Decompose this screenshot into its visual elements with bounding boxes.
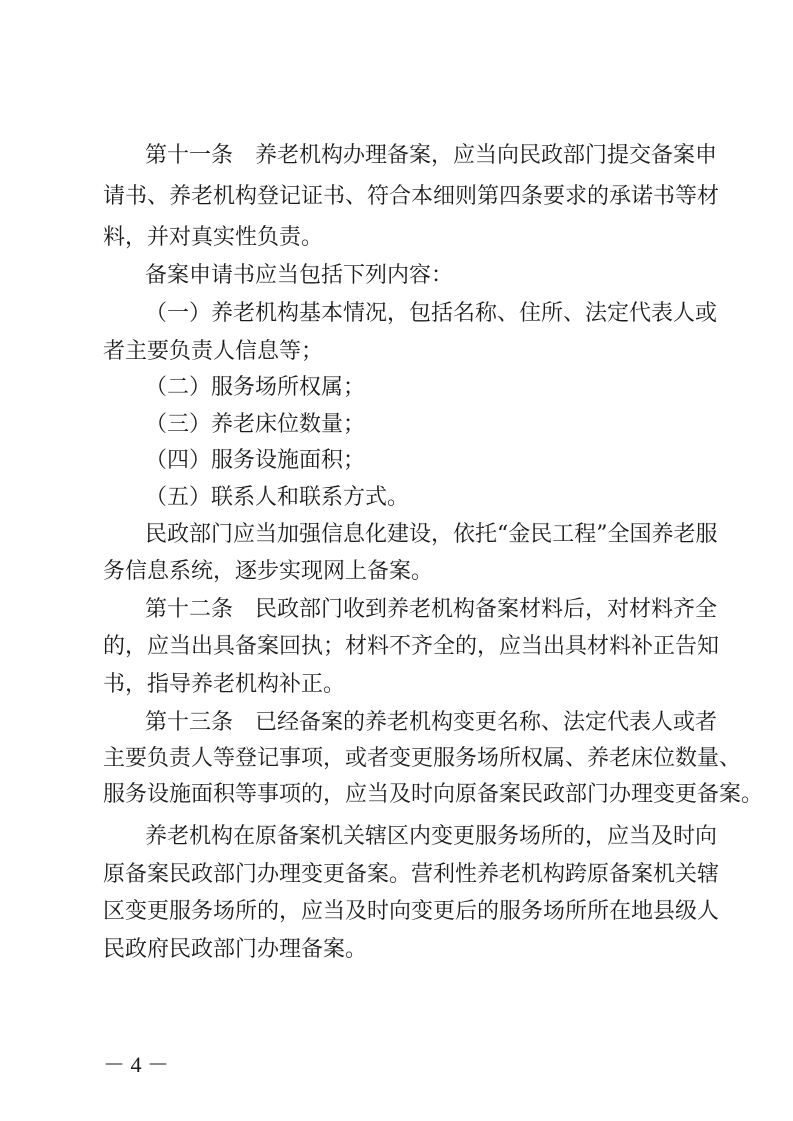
text-line-10: （五）联系人和联系方式。 <box>145 485 410 510</box>
text-line-7: （二）服务场所权属； <box>145 375 366 400</box>
text-line-11: 民政部门应当加强信息化建设，依托“金民工程”全国养老服 <box>145 522 718 547</box>
text-line-2: 请书、养老机构登记证书、符合本细则第四条要求的承诺书等材 <box>103 184 720 209</box>
page-number: － 4 － <box>103 1052 170 1077</box>
text-line-20: 原备案民政部门办理变更备案。营利性养老机构跨原备案机关辖 <box>103 862 720 887</box>
text-line-8: （三）养老床位数量； <box>145 412 366 437</box>
text-line-18: 服务设施面积等事项的，应当及时向原备案民政部门办理变更备案。 <box>103 782 764 807</box>
text-line-14: 的，应当出具备案回执；材料不齐全的，应当出具材料补正告知 <box>103 634 720 659</box>
text-line-13: 第十二条 民政部门收到养老机构备案材料后，对材料齐全 <box>145 597 718 622</box>
text-line-17: 主要负责人等登记事项，或者变更服务场所权属、养老床位数量、 <box>103 746 742 771</box>
text-line-22: 民政府民政部门办理备案。 <box>103 937 368 962</box>
text-line-1: 第十一条 养老机构办理备案，应当向民政部门提交备案申 <box>145 143 718 168</box>
text-line-12: 务信息系统，逐步实现网上备案。 <box>103 559 434 584</box>
text-line-19: 养老机构在原备案机关辖区内变更服务场所的，应当及时向 <box>145 824 718 849</box>
text-line-6: 者主要负责人信息等； <box>103 339 324 364</box>
text-line-4: 备案申请书应当包括下列内容： <box>145 263 454 288</box>
text-line-9: （四）服务设施面积； <box>145 448 366 473</box>
text-line-15: 书，指导养老机构补正。 <box>103 672 346 697</box>
text-line-16: 第十三条 已经备案的养老机构变更名称、法定代表人或者 <box>145 710 718 735</box>
text-line-3: 料，并对真实性负责。 <box>103 225 324 250</box>
text-line-5: （一）养老机构基本情况，包括名称、住所、法定代表人或 <box>145 301 718 326</box>
text-line-21: 区变更服务场所的，应当及时向变更后的服务场所所在地县级人 <box>103 899 720 924</box>
